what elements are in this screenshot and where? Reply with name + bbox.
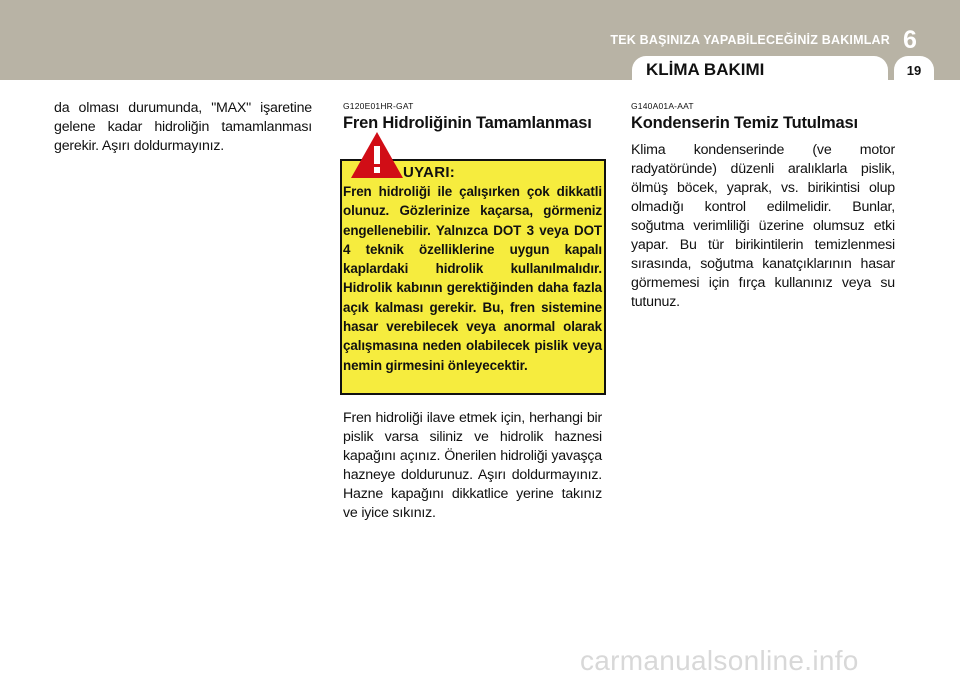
chapter-title: TEK BAŞINIZA YAPABİLECEĞİNİZ BAKIMLAR <box>610 33 890 47</box>
warning-triangle-icon <box>349 130 405 180</box>
section-code: G120E01HR-GAT <box>343 101 414 111</box>
watermark: carmanualsonline.info <box>580 645 859 676</box>
warning-title: UYARI: <box>403 164 456 181</box>
fluid-instructions-text: Fren hidroliği ilave etmek için, herhangi bir pislik varsa siliniz ve hidrolik haznesi kapağını açınız. Önerilen hidroliği yavaşça hazneye doldurunuz. Aşırı doldurmayınız. Hazne kapağını dikkatlice yerine takınız ve iyice sıkınız. <box>343 410 602 521</box>
section-heading: Fren Hidroliğinin Tamamlanması <box>343 114 592 132</box>
continued-paragraph: da olması durumunda, "MAX" işaretine gelene kadar hidroliğin tamamlanması gerekir. Aşırı doldurmayınız. <box>54 100 312 154</box>
chapter-number: 6 <box>903 26 917 54</box>
page-number: 19 <box>906 63 922 78</box>
column-right <box>631 101 895 312</box>
warning-text: Fren hidroliği ile çalışırken çok dikkatli olunuz. Gözlerinize kaçarsa, görmeniz engellenebilir. Yalnızca DOT 3 veya DOT 4 teknik özelliklerine uygun kapalı kaplardaki hidrolik kullanılmalıdır. Hidrolik kabının gerektiğinden daha fazla açık kalması gerekir. Bu, fren sistemine hasar verebilecek veya anormal olarak çalışmasına neden olabilecek pislik veya nemin girmesini önleyecektir. <box>343 184 602 373</box>
column-left <box>54 99 312 156</box>
column-middle <box>343 101 607 133</box>
condenser-text: Klima kondenserinde (ve motor radyatöründe) düzenli aralıklarla pislik, ölmüş böcek, yaprak, vs. birikintisi olup olmadığı kontrol edilmelidir. Bunlar, soğutma verimliliği üzerine olumsuz etki yapar. Bu tür birikintilerin temizlenmesi sırasında, soğutma kanatçıklarının hasar görmemesi için fırça kullanınız veya su tutunuz. <box>631 142 895 310</box>
section-title: KLİMA BAKIMI <box>646 60 765 79</box>
section-heading: Kondenserin Temiz Tutulması <box>631 114 858 132</box>
section-code: G140A01A-AAT <box>631 101 694 111</box>
fluid-instructions <box>343 409 602 523</box>
